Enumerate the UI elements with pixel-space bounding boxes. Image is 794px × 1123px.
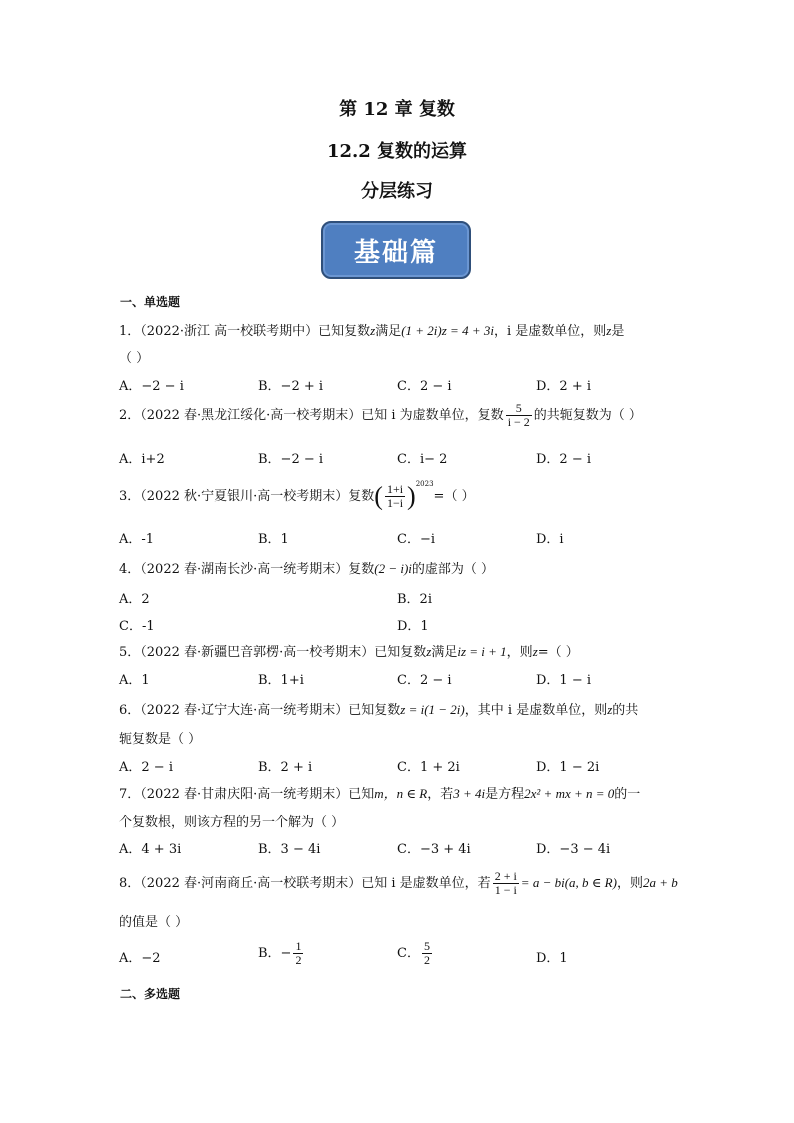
question-8-expr: = a − bi(a, b ∈ R) [520, 875, 617, 890]
option-c[interactable]: C．1 + 2i [397, 760, 460, 775]
right-paren: ) [407, 481, 416, 511]
question-7-line2: 个复数根，则该方程的另一个解为（ ） [119, 815, 345, 830]
chapter-title: 第 12 章 复数 [339, 99, 455, 120]
fraction [385, 483, 405, 510]
option-b[interactable]: B．1+i [258, 673, 304, 688]
fraction [506, 402, 532, 429]
question-4-expr: (2 − i)i [374, 561, 412, 576]
option-b[interactable]: B．2 + i [258, 760, 313, 775]
fraction-numerator: 1 [295, 939, 302, 953]
question-5-expr: iz = i + 1 [457, 644, 507, 659]
option-d[interactable]: D．1 − i [536, 673, 592, 688]
question-8-mid: ，则 [616, 876, 643, 891]
fraction-denominator: i − 2 [507, 415, 530, 429]
question-7-prefix: 7．（2022 春·甘肃庆阳·高一统考期末）已知 [119, 787, 375, 802]
question-7-mid2: 是方程 [485, 787, 525, 802]
fraction [422, 940, 432, 967]
question-6 [119, 699, 638, 718]
question-6-mid: ，其中 i 是虚数单位，则 [464, 703, 608, 718]
question-3 [119, 480, 475, 510]
fraction [293, 940, 303, 967]
option-d[interactable]: D．1 [536, 951, 568, 966]
option-c[interactable]: C．−i [397, 532, 435, 547]
option-b[interactable] [258, 940, 305, 967]
subtitle: 分层练习 [361, 181, 433, 202]
level-badge: 基础篇 [321, 221, 471, 279]
option-c[interactable]: C．-1 [119, 619, 155, 634]
question-7 [119, 783, 640, 802]
option-c[interactable] [397, 940, 434, 967]
fraction-denominator: 2 [295, 953, 302, 967]
question-8-expr2: 2a + b [642, 875, 678, 890]
fraction-numerator: 5 [423, 939, 430, 953]
option-c-prefix: C． [397, 946, 420, 961]
question-5-tail2: =（ ） [537, 645, 579, 660]
option-c[interactable]: C．i− 2 [397, 452, 448, 467]
option-b-prefix: B．− [258, 946, 292, 961]
question-1-prefix: 1．（2022·浙江 高一校联考期中）已知复数 [119, 324, 371, 339]
question-1-mid: 满足 [375, 324, 402, 339]
question-1-line2: （ ） [119, 351, 150, 366]
fraction [493, 870, 519, 897]
option-a[interactable]: A．i+2 [119, 452, 165, 467]
question-7-root: 3 + 4i [453, 786, 486, 801]
question-4 [119, 558, 494, 577]
fraction-numerator: 5 [506, 402, 532, 416]
question-2 [119, 402, 642, 429]
question-4-tail: 的虚部为（ ） [411, 562, 495, 577]
option-b[interactable]: B．−2 − i [258, 452, 324, 467]
question-1 [119, 320, 624, 339]
question-7-vars: m，n ∈ R [374, 786, 428, 801]
option-c[interactable]: C．2 − i [397, 673, 452, 688]
left-paren: ( [374, 481, 383, 511]
fraction-numerator: 1+i [386, 482, 404, 496]
question-7-mid1: ，若 [427, 787, 454, 802]
var-z: z [370, 323, 376, 338]
option-a[interactable]: A．−2 − i [119, 379, 184, 394]
fraction-denominator: 1 − i [494, 883, 517, 897]
question-7-tail: 的一 [614, 787, 641, 802]
var-z: z [606, 323, 612, 338]
question-6-line2: 轭复数是（ ） [119, 732, 202, 747]
var-z: z [532, 644, 538, 659]
option-a[interactable]: A．4 + 3i [119, 842, 182, 857]
var-z: z [607, 702, 613, 717]
section-heading-multiple-choice: 二、多选题 [120, 987, 181, 1001]
question-5-tail: ，则 [506, 645, 533, 660]
option-d[interactable]: D．1 [397, 619, 429, 634]
question-8-prefix: 8．（2022 春·河南商丘·高一校联考期末）已知 i 是虚数单位，若 [119, 876, 491, 891]
question-4-prefix: 4．（2022 春·湖南长沙·高一统考期末）复数 [119, 562, 375, 577]
fraction-denominator: 1−i [386, 496, 404, 510]
fraction-denominator: 2 [423, 953, 430, 967]
question-2-tail: 的共轭复数为（ ） [533, 408, 642, 423]
option-a[interactable]: A．2 − i [119, 760, 173, 775]
option-d[interactable]: D．−3 − 4i [536, 842, 611, 857]
option-d[interactable]: D．1 − 2i [536, 760, 600, 775]
question-1-tail: 是 [611, 324, 625, 339]
question-6-expr: z = i(1 − 2i) [400, 702, 465, 717]
option-a[interactable]: A．-1 [119, 532, 155, 547]
option-d[interactable]: D．2 + i [536, 379, 592, 394]
question-3-prefix: 3．（2022 秋·宁夏银川·高一校考期末）复数 [119, 489, 375, 504]
option-d[interactable]: D．i [536, 532, 564, 547]
option-a[interactable]: A．2 [119, 592, 150, 607]
option-b[interactable]: B．2i [397, 592, 432, 607]
question-2-prefix: 2．（2022 春·黑龙江绥化·高一校考期末）已知 i 为虚数单位，复数 [119, 408, 504, 423]
question-5 [119, 641, 579, 660]
option-d[interactable]: D．2 − i [536, 452, 592, 467]
question-6-prefix: 6．（2022 春·辽宁大连·高一统考期末）已知复数 [119, 703, 401, 718]
section-heading-single-choice: 一、单选题 [120, 295, 181, 309]
question-1-expr: (1 + 2i)z = 4 + 3i [401, 323, 494, 338]
option-c[interactable]: C．2 − i [397, 379, 452, 394]
question-5-prefix: 5．（2022 春·新疆巴音郭楞·高一校考期末）已知复数 [119, 645, 427, 660]
question-3-tail: =（ ） [433, 489, 475, 504]
option-b[interactable]: B．3 − 4i [258, 842, 321, 857]
option-b[interactable]: B．1 [258, 532, 289, 547]
option-b[interactable]: B．−2 + i [258, 379, 324, 394]
question-7-equation: 2x² + mx + n = 0 [524, 786, 615, 801]
var-z: z [426, 644, 432, 659]
question-8 [119, 870, 678, 897]
option-a[interactable]: A．−2 [119, 951, 161, 966]
question-8-line2: 的值是（ ） [119, 915, 189, 930]
section-title: 12.2 复数的运算 [326, 141, 468, 162]
question-1-mid2: ，i 是虚数单位，则 [493, 324, 607, 339]
title-block [0, 96, 794, 218]
question-6-tail: 的共 [612, 703, 639, 718]
exponent: 2023 [415, 480, 434, 488]
option-c[interactable]: C．−3 + 4i [397, 842, 471, 857]
fraction-numerator: 2 + i [494, 869, 517, 883]
question-5-mid: 满足 [431, 645, 458, 660]
option-a[interactable]: A．1 [119, 673, 150, 688]
